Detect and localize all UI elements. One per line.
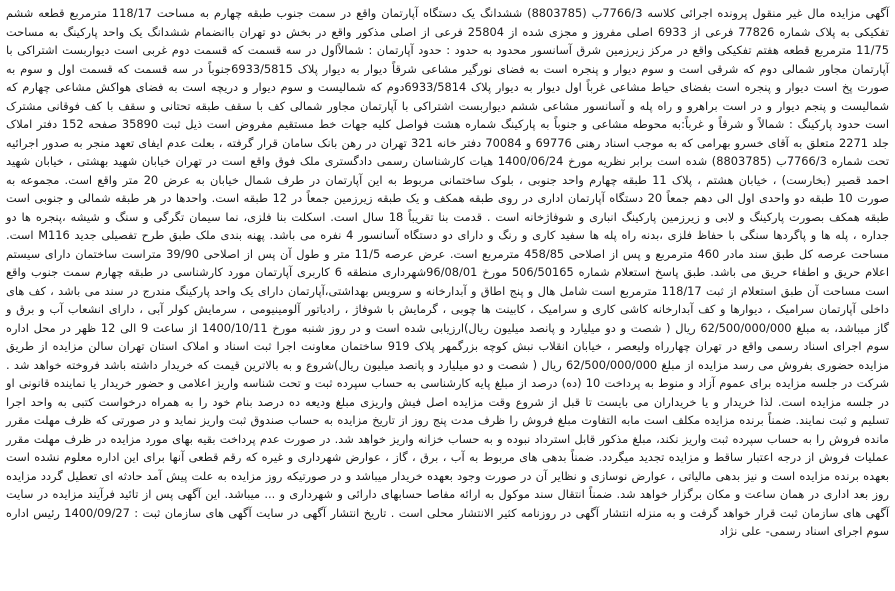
auction-notice-text: آگهی مزایده مال غیر منقول پرونده اجرائی کلاسه 7766/3ب (8803785) ششدانگ یک دستگاه آپارتمان واقع در سمت جنوب طبقه چهارم به مساحت 118/17 مترمربع قطعه ششم تفکیکی به پلاک شماره 77826 فرعی از 6933 اصلی مفروز و مجزی شده از 25804 فرعی از اصلی مذکور واقع در بخش دو تهران باانضمام ششدانگ یک واحد پارکینگ به مساحت 11/75 مترمربع قطعه هفتم تفکیکی واقع در مرکز زیرزمین شرق آسانسور محدود به حدود : حدود آپارتمان : شمالاًاول در سه قسمت که قسمت دوم غربی است دیواربست اشتراکی با آپارتمان مجاور شمالی دوم که شرقی است و سوم دیوار و پنجره است به فضای نورگیر مشاعی شرقاً دیوار به دیوار پلاک 6933/5815جنوباً در سه قسمت که قسمت اول و سوم به صورت پخ است دیوار و پنجره است بفضای حیاط مشاعی غرباً اول دیوار به دیوار پلاک 6933/5814دوم که شمالیست و سوم دیوار و دریچه است به فضای هواکش مشاعی چهارم که شمالیست و پنجم دیوار و در است براهرو و راه پله و آسانسور مشاعی ششم دیواربست اشتراکی با آپارتمان مجاور شمالی کف با سقف طبقه تحتانی و سقف با کف فوقانی مشترک است حدود پارکینگ : شمالاً و شرقاً و غرباً:به محوطه مشاعی و جنوباً به پارکینگ شماره هشت فواصل کلیه جهات خط مستقیم مفروض است ذیل ثبت 35890 صفحه 152 دفتر املاک جلد 2271 متعلق به آقای خسرو بهرامی که به موجب اسناد رهنی 69776 و 70084 دفتر خانه 321 تهران در رهن بانک سامان قرار گرفته ، بعلت عدم ایفای تعهد منجر به صدور اجرائیه تحت شماره 7766/3ب (8803785) شده است برابر نظریه مورخ 1400/06/24 هیات کارشناسان رسمی دادگستری ملک فوق واقع است در تهران خیابان شهید بهشتی ، خیابان شهید احمد قصیر (بخارست) ، خیابان هشتم ، پلاک 11 طبقه چهارم واحد جنوبی ، بلوک ساختمانی مربوط به این آپارتمان در طرف شمال خیابان به عرض 20 متر واقع است. مجموعه به صورت 10 طبقه دو واحدی اول الی دهم جمعاً 20 دستگاه آپارتمان اداری در روی طبقه همکف و یک طبقه زیرزمین جمعاً در 12 طبقه است. واحدها در هر طبقه شمالی و جنوبی است طبقه همکف بصورت پارکینگ و لابی و زیرزمین پارکینگ انباری و شوفاژخانه است . قدمت بنا تقریباً 18 سال است. اسکلت بنا فلزی، نما سیمان تگرگی و سنگ و شیشه ،پنجره ها دو جداره ، پله ها و پاگردها سنگی با حفاظ فلزی ،بدنه راه پله ها سفید کاری و رنگ و دارای دو دستگاه آسانسور 4 نفره می باشد. پهنه بندی ملک طبق طرح تفصیلی جدید M116 است. مساحت عرصه کل طبق سند مادر 460 مترمربع و پس از اصلاحی 458/85 مترمربع است. عرض عرصه 11/5 متر و طول آن پس از اصلاحی 39/90 متراست ساختمان دارای سیستم اعلام حریق و اطفاء حریق می باشد. طبق پاسخ استعلام شماره 506/50165 مورخ 96/08/01شهرداری منطقه 6 کاربری آپارتمان مورد کارشناسی در طبقه چهارم سمت جنوب واقع است مساحت آن طبق استعلام از ثبت 118/17 مترمربع است شامل هال و پنج اطاق و آبدارخانه و سرویس بهداشتی،آپارتمان دارای یک واحد پارکینگ مندرج در سند می باشد ، کف های داخلی آپارتمان سرامیک ، دیوارها و کف آبدارخانه کاشی کاری و سرامیک ، کابینت ها چوبی ، گرمایش با شوفاژ ، رادیاتور آلومینیومی ، سرمایش کولر آبی ، دارای انشعاب آب و برق و گاز میباشد، به مبلغ 62/500/000/000 ریال ( شصت و دو میلیارد و پانصد میلیون ریال)ارزیابی شده است و در روز شنبه مورخ 1400/10/11 از ساعت 9 الی 12 ظهر در محل اداره سوم اجرای اسناد رسمی واقع در تهران چهارراه ولیعصر ، خیابان انقلاب نبش کوچه بزرگمهر پلاک 919 ساختمان معاونت اجرا ثبت اسناد و املاک استان تهران سالن مزایده از طریق مزایده حضوری بفروش می رسد مزایده از مبلغ 62/500/000/000 ریال ( شصت و دو میلیارد و پانصد میلیون ریال)شروع و به بالاترین قیمت که خریدار داشته باشد فروخته خواهد شد . شرکت در جلسه مزایده برای عموم آزاد و منوط به پرداخت 10 (ده) درصد از مبلغ پایه کارشناسی به حساب سپرده ثبت و تحت شناسه واریز اعلامی و حضور خریدار یا نماینده قانونی او در جلسه مزایده است. لذا خریدار و یا خریداران می بایست تا قبل از شروع وقت مزایده اصل فیش واریزی مبلغ ودیعه ده درصد بنام خود را به همراه درخواست کتبی به واحد اجرا تسلیم و ثبت نمایند. ضمناً برنده مزایده مکلف است مابه التفاوت مبلغ فروش را ظرف مدت پنج روز از تاریخ مزایده به حساب صندوق ثبت واریز نماید و در صورتی که ظرف مهلت مقرر مانده فروش را به حساب سپرده ثبت واریز نکند، مبلغ مذکور قابل استرداد نبوده و به حساب خزانه واریز خواهد شد. در صورت عدم پرداخت بقیه بهای مورد مزایده در ظرف مهلت مقرر عملیات فروش از درجه اعتبار ساقط و مزایده تجدید میگردد. ضمناً بدهی های مربوط به آب ، برق ، گاز ، عوارض شهرداری و غیره که رقم قطعی آنها برای این اداره معلوم نشده است بعهده برنده مزایده است و نیز بدهی مالیاتی ، عوارض نوسازی و نظایر آن در صورت وجود بعهده خریدار میباشد و در صورتیکه روز مزایده به علت پیش آمد حادثه ای تعطیل گردد مزایده روز بعد اداری در همان ساعت و مکان برگزار خواهد شد. ضمناً انتقال سند موکول به ارائه مفاصا حسابهای دارائی و شهرداری و ... میباشد. این آگهی پس از تائید فرآیند مزایده در سایت آگهی های سازمان ثبت قرار خواهد گرفت و به منزله انتشار آگهی در روزنامه کثیر الانتشار محلی است . تاریخ انتشار آگهی در سایت آگهی های سازمان ثبت : 1400/09/27 رئیس اداره سوم اجرای اسناد رسمی- علی نژاد (6, 6, 890, 538)
